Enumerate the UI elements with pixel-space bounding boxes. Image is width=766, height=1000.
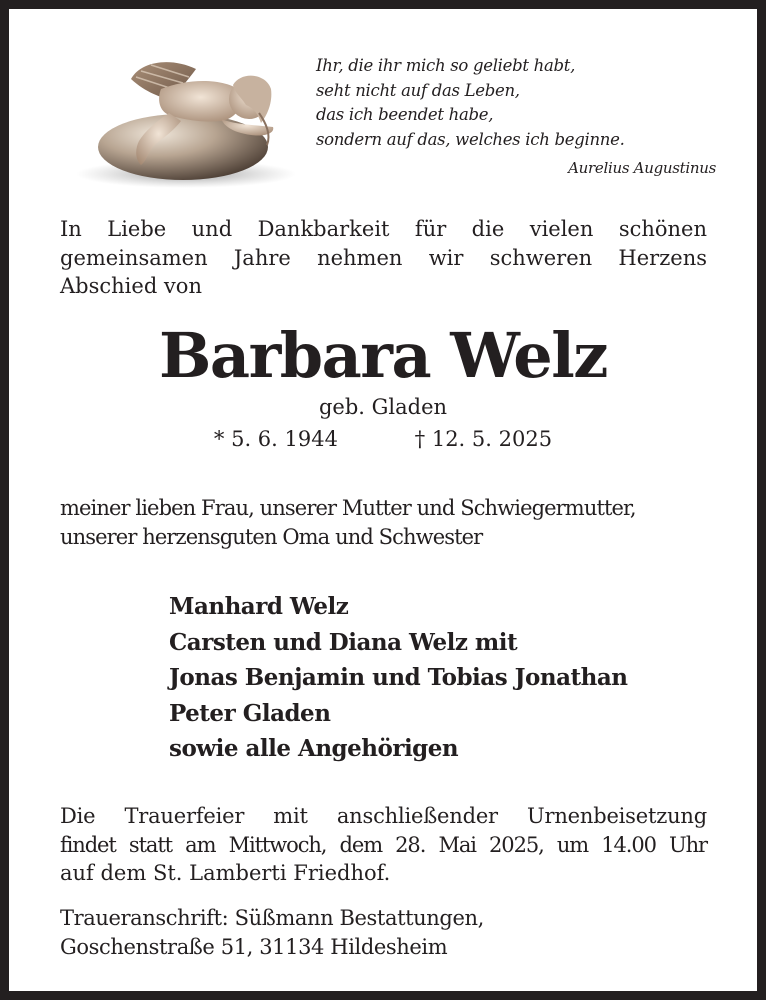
quote-line: das ich beendet habe,	[316, 105, 494, 124]
maiden-name: geb. Gladen	[318, 395, 448, 419]
mourner-name: Manhard Welz	[169, 593, 349, 620]
quote-author: Aurelius Augustinus	[568, 159, 716, 177]
relation-line: unserer herzensguten Oma und Schwester	[60, 525, 483, 549]
life-dates	[9, 425, 757, 453]
sleeping-angel-icon	[61, 49, 306, 194]
address-line: Traueranschrift: Süßmann Bestattungen,	[60, 906, 484, 930]
mourner-name: Carsten und Diana Welz mit	[169, 628, 518, 656]
intro-line: gemeinsamen Jahre nehmen wir schweren Herzens	[60, 245, 707, 270]
epigraph-quote	[316, 54, 716, 181]
address-line: Goschenstraße 51, 31134 Hildesheim	[60, 935, 448, 959]
deceased-name: Barbara Welz	[159, 319, 607, 392]
funeral-line: findet statt am Mittwoch, dem 28. Mai 2025, um 14.00 Uhr	[60, 832, 707, 857]
death-date: † 12. 5. 2025	[414, 427, 553, 451]
quote-line: seht nicht auf das Leben,	[316, 80, 520, 100]
mourners-list	[169, 589, 627, 767]
funeral-line: Die Trauerfeier mit anschließender Urnenbeisetzung	[60, 804, 707, 828]
intro-line: Abschied von	[60, 274, 202, 298]
quote-line: Ihr, die ihr mich so geliebt habt,	[316, 56, 576, 75]
obituary-notice	[9, 9, 757, 991]
mourning-address	[60, 904, 707, 962]
intro-line: In Liebe und Dankbarkeit für die vielen schönen	[60, 217, 707, 241]
funeral-info	[60, 802, 707, 888]
funeral-line: auf dem St. Lamberti Friedhof.	[60, 861, 391, 885]
mourner-name: Peter Gladen	[169, 699, 331, 727]
relation-line: meiner lieben Frau, unserer Mutter und Schwiegermutter,	[60, 496, 636, 520]
quote-line: sondern auf das, welches ich beginne.	[316, 129, 625, 149]
relation-paragraph	[60, 494, 720, 552]
intro-paragraph	[60, 215, 707, 301]
birth-date: * 5. 6. 1944	[213, 427, 338, 451]
mourner-name: sowie alle Angehörigen	[169, 735, 459, 762]
mourner-name: Jonas Benjamin und Tobias Jonathan	[169, 664, 628, 691]
